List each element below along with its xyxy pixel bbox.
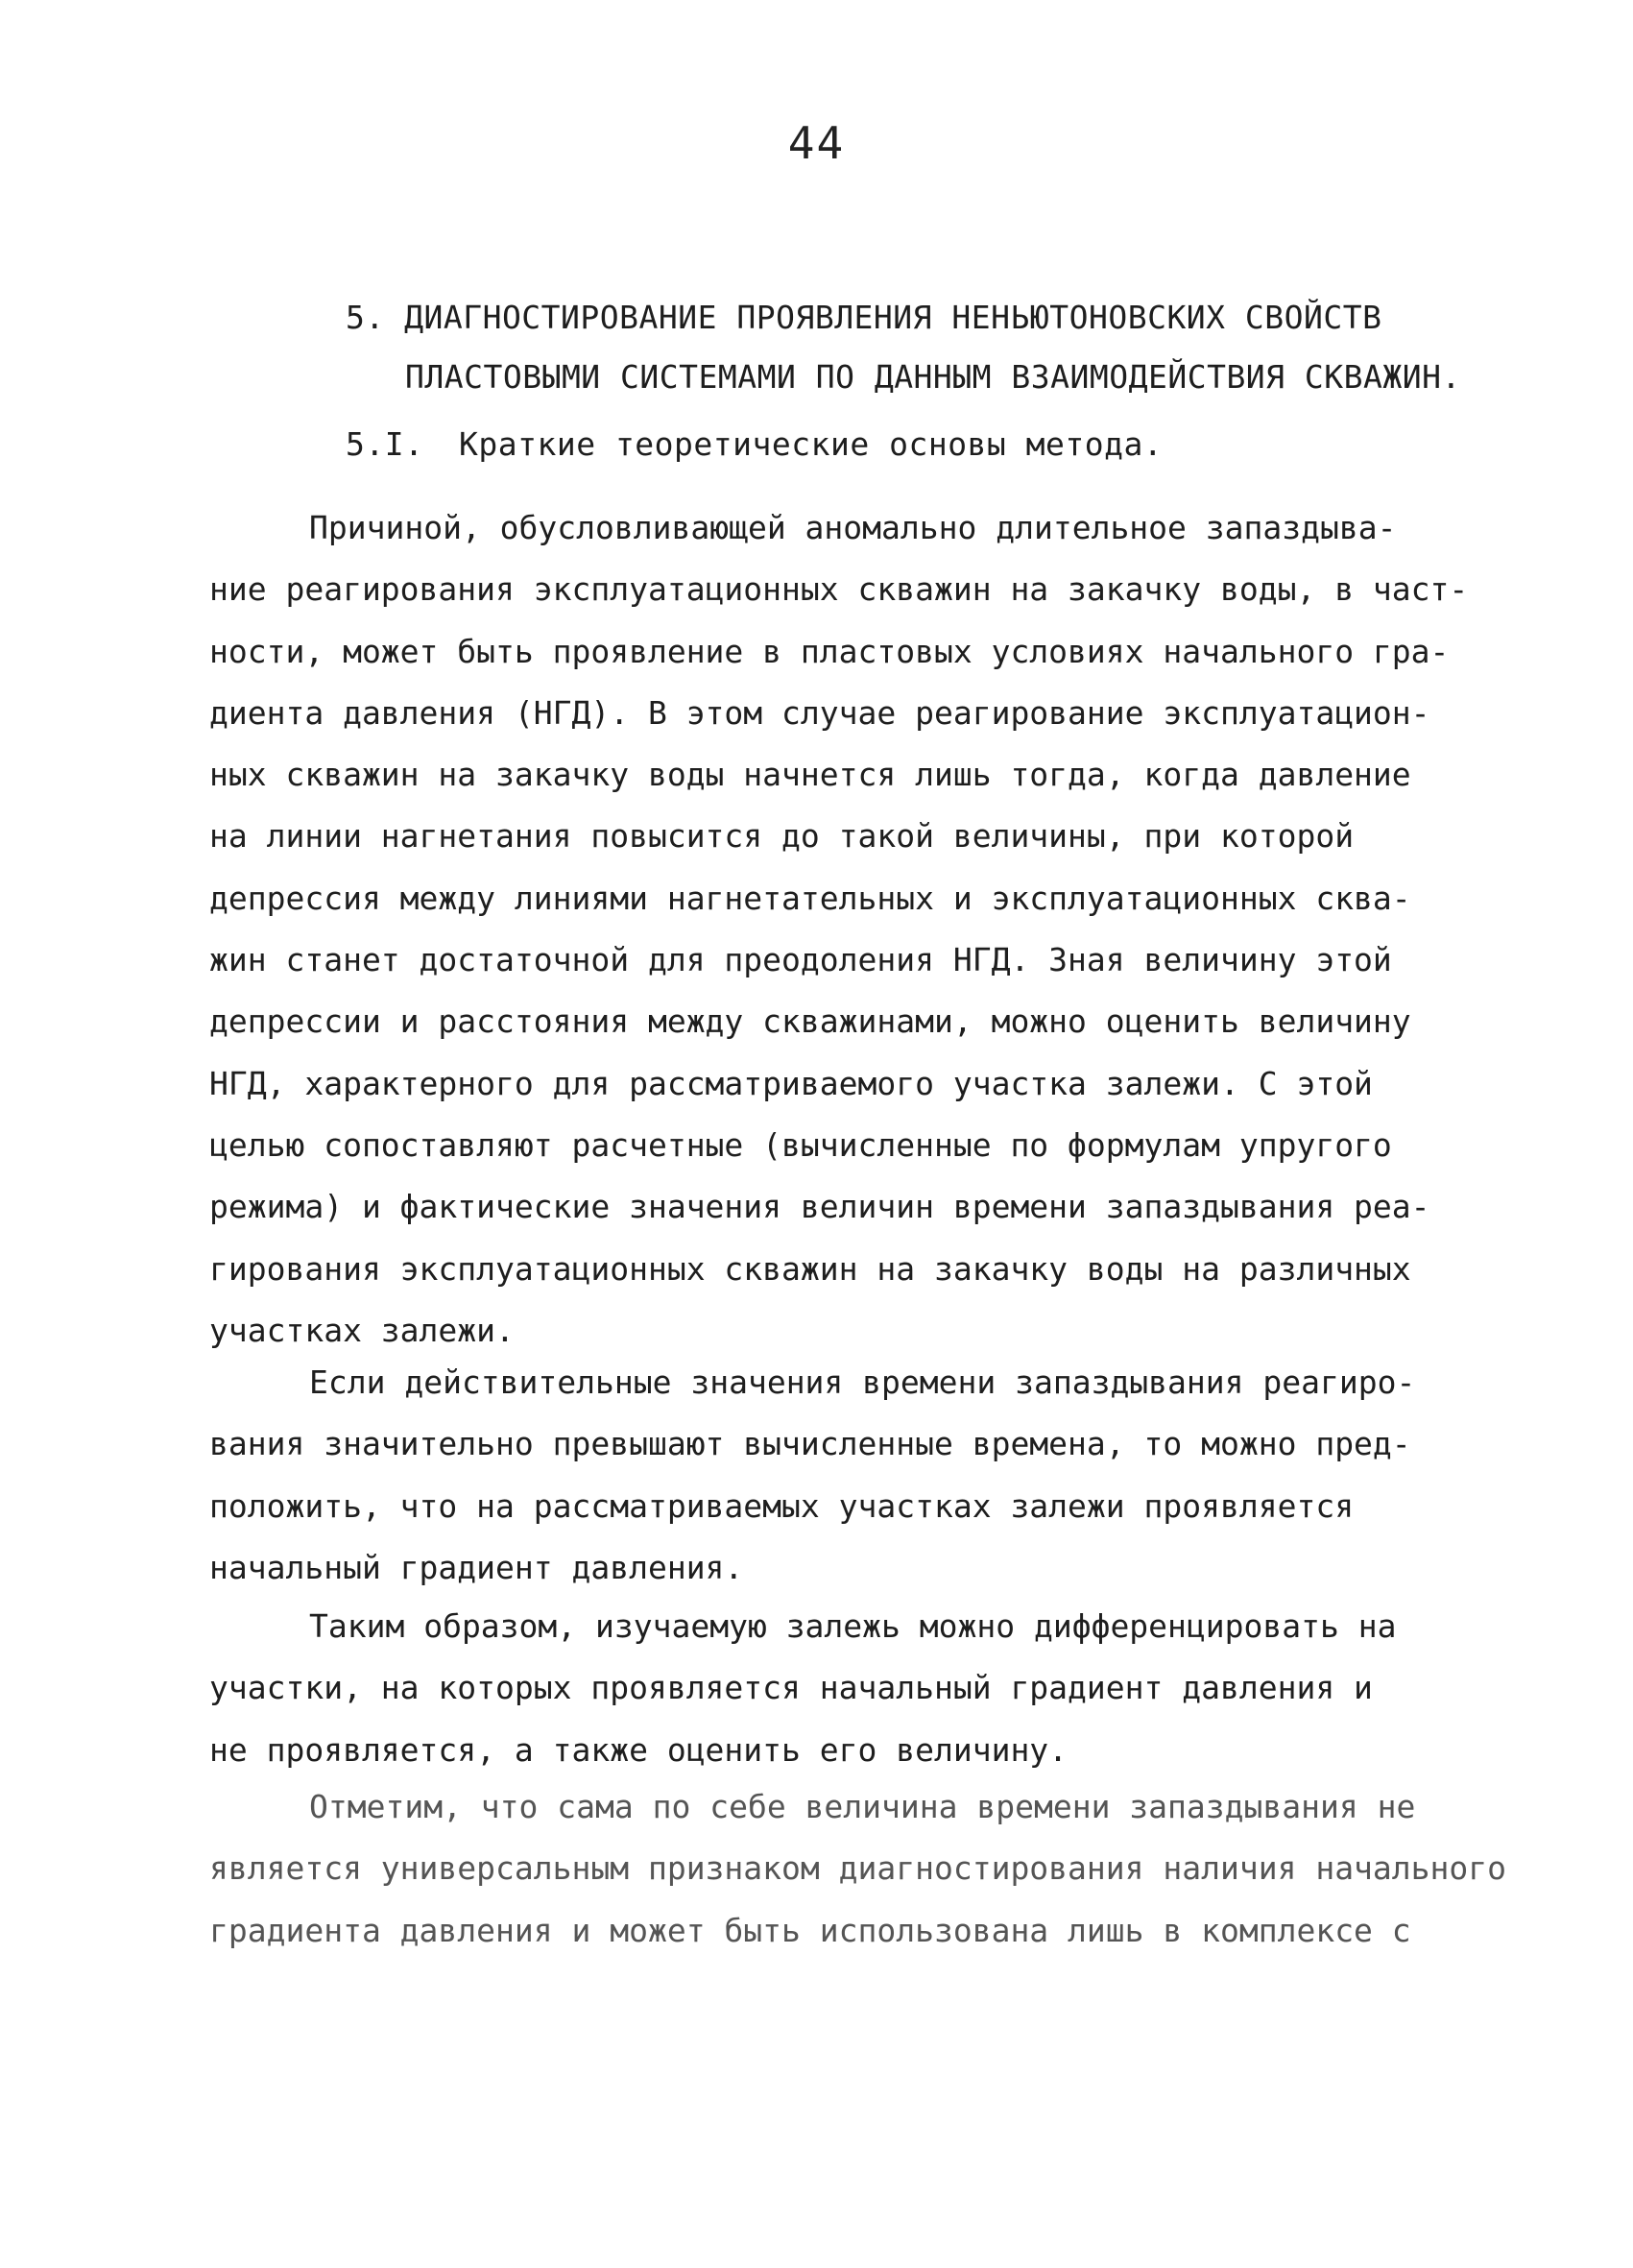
text-line: начальный градиент давления.	[209, 1548, 744, 1586]
text-line: депрессия между линиями нагнетательных и эксплуатационных сква-	[209, 879, 1411, 917]
section-heading-line-1: 5. ДИАГНОСТИРОВАНИЕ ПРОЯВЛЕНИЯ НЕНЬЮТОНОВСКИХ СВОЙСТВ	[346, 299, 1382, 336]
text-line: не проявляется, а также оценить его величину.	[209, 1730, 1069, 1769]
text-line: на линии нагнетания повысится до такой величины, при которой	[209, 817, 1355, 856]
text-line: НГД, характерного для рассматриваемого участка залежи. С этой	[209, 1064, 1373, 1102]
text-line: Причиной, обусловливающей аномально длительное запаздыва-	[309, 509, 1397, 546]
text-line: вания значительно превышают вычисленные времена, то можно пред-	[209, 1425, 1411, 1463]
text-line: Если действительные значения времени запаздывания реагиро-	[309, 1363, 1416, 1401]
text-line: ности, может быть проявление в пластовых условиях начального гра-	[209, 632, 1450, 670]
text-line: целью сопоставляют расчетные (вычисленные по формулам упругого	[209, 1125, 1392, 1164]
text-line: ние реагирования эксплуатационных скважин на закачку воды, в част-	[209, 570, 1469, 609]
paragraph-1	[209, 497, 1469, 1362]
text-line: ных скважин на закачку воды начнется лишь тогда, когда давление	[209, 756, 1411, 794]
subsection-title: Краткие теоретические основы метода.	[459, 425, 1164, 463]
text-line: Таким образом, изучаемую залежь можно дифференцировать на	[309, 1607, 1397, 1645]
text-line: положить, что на рассматриваемых участках залежи проявляется	[209, 1486, 1355, 1525]
page-number: 44	[787, 117, 846, 169]
section-heading-line-2: ПЛАСТОВЫМИ СИСТЕМАМИ ПО ДАННЫМ ВЗАИМОДЕЙСТВИЯ СКВАЖИН.	[405, 358, 1461, 396]
text-line: гирования эксплуатационных скважин на закачку воды на различных	[209, 1249, 1411, 1288]
text-line: участках залежи.	[209, 1311, 515, 1349]
text-line: участки, на которых проявляется начальный градиент давления и	[209, 1669, 1373, 1707]
subsection-heading	[346, 425, 1163, 463]
text-line: жин станет достаточной для преодоления НГД. Зная величину этой	[209, 941, 1392, 979]
text-line: диента давления (НГД). В этом случае реагирование эксплуатацион-	[209, 693, 1430, 732]
text-line: режима) и фактические значения величин времени запаздывания реа-	[209, 1188, 1430, 1226]
text-line: депрессии и расстояния между скважинами, можно оценить величину	[209, 1002, 1411, 1041]
section-heading	[346, 288, 1478, 407]
paragraph-2	[209, 1352, 1448, 1599]
subsection-number: 5.I.	[346, 425, 424, 463]
paragraph-3	[209, 1596, 1448, 1781]
text-line: является универсальным признаком диагностирования наличия начального	[209, 1849, 1507, 1888]
paragraph-4	[209, 1776, 1507, 1962]
text-line: градиента давления и может быть использована лишь в комплексе с	[209, 1911, 1411, 1949]
text-line: Отметим, что сама по себе величина времени запаздывания не	[309, 1788, 1416, 1825]
